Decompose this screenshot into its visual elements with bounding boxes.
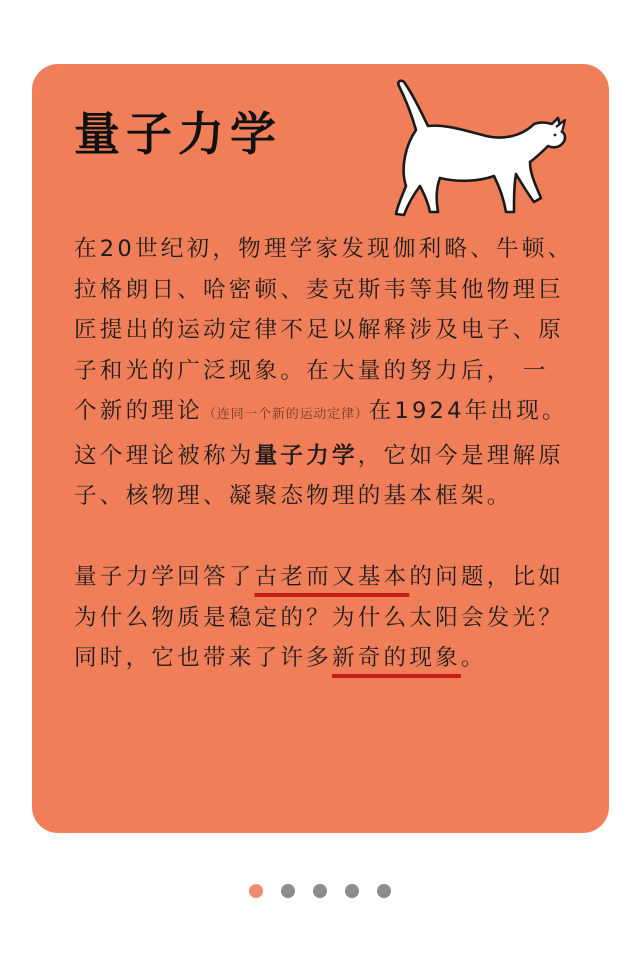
highlight-term: 量子力学 [254,442,358,469]
page-dot-4[interactable] [345,884,359,898]
paragraph-questions-text-2: 的问题，比如为什么物质是稳定的？为什么太阳会发光？同时，它也带来了许多 [74,564,565,671]
underlined-phrase-ancient: 古老而又基本 [254,564,410,590]
pagination-dots [0,884,640,900]
paragraph-intro [74,229,574,517]
cat-illustration-icon [394,78,570,224]
content-card [32,64,609,833]
paragraph-questions-text: 量子力学回答了 [74,564,255,590]
page-dot-3[interactable] [313,884,327,898]
card-title: 量子力学 [74,107,282,161]
paragraph-questions [74,557,574,679]
page-dot-2[interactable] [281,884,295,898]
article-body [74,229,574,679]
underlined-phrase-novel: 新奇的现象 [331,645,461,671]
parenthetical-note: （连同一个新的运动定律） [202,407,369,422]
paragraph-intro-text-2: 在1924年出现。这个理论被称为 [74,398,568,469]
page-dot-5[interactable] [377,884,391,898]
paragraph-intro-text: 在20世纪初，物理学家发现伽利略、牛顿、拉格朗日、哈密顿、麦克斯韦等其他物理巨匠提出的运动定律不足以解释涉及电子、原子和光的广泛现象。在大量的努力后， 一个新的理论 [74,236,574,424]
page-dot-1[interactable] [249,884,263,898]
paragraph-questions-text-3: 。 [460,645,487,671]
paragraph-intro-text-3: ，它如今是理解原子、核物理、凝聚态物理的基本框架。 [74,442,565,509]
